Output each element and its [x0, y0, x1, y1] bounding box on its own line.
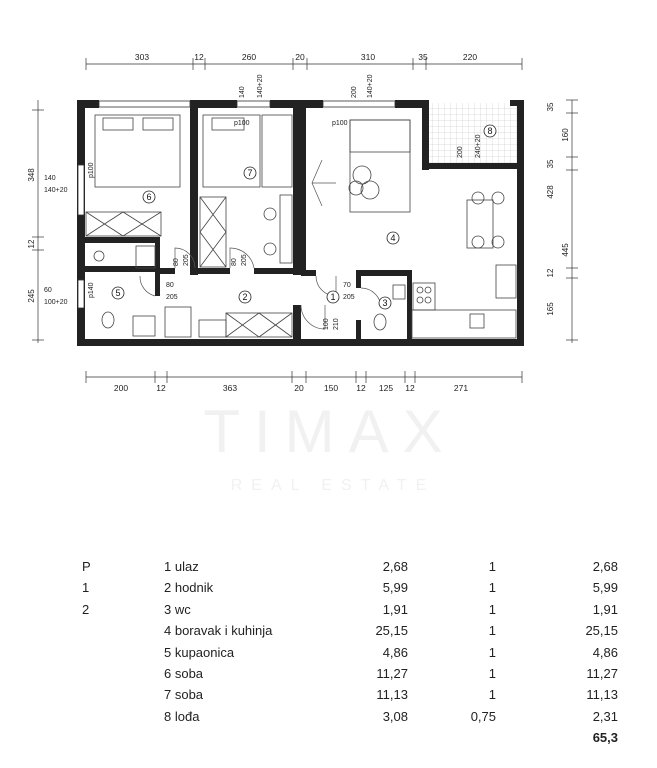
dim-bottom-6: 12 [356, 383, 366, 393]
dim-bottom-8: 12 [405, 383, 415, 393]
total-cell: 25,15 [585, 623, 618, 639]
door-label: 205 [183, 254, 190, 266]
dim-right-5: 445 [561, 243, 570, 257]
dim-top-3: 260 [241, 52, 257, 62]
opening-label: 100+20 [44, 299, 68, 306]
area-table [82, 556, 618, 749]
coefficient-cell: 0,75 [470, 708, 496, 724]
dim-left-2: 12 [27, 239, 36, 249]
dim-bottom-9: 271 [453, 383, 469, 393]
opening-label: p100 [234, 120, 250, 127]
room-name-cell: 2 hodnik [164, 580, 214, 596]
coefficient-cell: 1 [488, 580, 496, 596]
kitchen-counter [412, 310, 516, 338]
watermark [203, 398, 456, 494]
area-cell: 11,27 [376, 665, 408, 681]
table-row [82, 642, 618, 663]
dim-right-2: 160 [561, 128, 570, 142]
dim-right-4: 428 [546, 185, 555, 199]
table-row [82, 599, 618, 620]
door-label: 210 [333, 318, 340, 330]
dim-bottom-2: 12 [156, 383, 166, 393]
area-cell: 3,08 [382, 708, 408, 724]
bath-sink [133, 316, 155, 336]
room-number-6: 6 [146, 192, 152, 202]
door-label: 80 [166, 282, 174, 289]
dim-bottom-4: 20 [294, 383, 304, 393]
watermark-brand: TIMAX [203, 398, 457, 465]
door-label: 205 [343, 294, 355, 301]
dim-right-3: 35 [546, 159, 555, 169]
dim-top-1: 303 [134, 52, 150, 62]
wardrobe-room6 [86, 212, 161, 236]
dim-right-1: 35 [546, 102, 555, 112]
opening-label: 140 [44, 175, 56, 182]
area-cell: 25,15 [375, 623, 408, 639]
coefficient-cell: 1 [488, 601, 496, 617]
dim-top-4: 20 [295, 52, 305, 62]
dining-table [467, 200, 493, 248]
table-row [82, 577, 618, 598]
door-label: 205 [166, 294, 178, 301]
table-row [82, 620, 618, 641]
door-label: 100 [323, 318, 330, 330]
room-number-3: 3 [382, 298, 388, 308]
dim-bottom-5: 150 [323, 383, 339, 393]
area-cell: 1,91 [382, 601, 408, 617]
opening-label: p100 [332, 120, 348, 127]
coefficient-cell: 1 [488, 665, 496, 681]
room-number-2: 2 [242, 292, 248, 302]
bed-double [95, 115, 180, 187]
coefficient-cell: 1 [488, 687, 496, 703]
windows [78, 101, 395, 308]
opening-label: p100 [88, 162, 95, 178]
opening-label: 140 [239, 86, 246, 98]
room-number-7: 7 [247, 168, 253, 178]
opening-label: 200 [457, 146, 464, 158]
room-name-cell: 5 kupaonica [164, 644, 235, 660]
table-row [82, 556, 618, 577]
total-cell: 2,68 [592, 559, 618, 574]
opening-label: 140+20 [367, 74, 374, 98]
door-label: 205 [241, 254, 248, 266]
total-row [82, 727, 618, 748]
dim-top-2: 12 [194, 52, 204, 62]
opening-label: 240+20 [475, 134, 482, 158]
opening-label: 60 [44, 287, 52, 294]
level-cell: 1 [82, 580, 90, 596]
area-cell: 2,68 [382, 559, 408, 574]
door-label: 80 [231, 258, 238, 266]
room-number-4: 4 [390, 233, 396, 243]
dim-top-7: 220 [462, 52, 478, 62]
total-cell: 5,99 [592, 580, 618, 596]
coefficient-cell: 1 [488, 559, 496, 574]
area-cell: 11,13 [376, 687, 408, 703]
area-cell: 4,86 [382, 644, 408, 660]
washer [165, 307, 191, 337]
shower [136, 246, 155, 268]
table-row [82, 684, 618, 705]
room-name-cell: 4 boravak i kuhinja [164, 623, 273, 639]
fridge-counter [496, 265, 516, 298]
desk [280, 195, 292, 263]
loggia-floor [429, 103, 519, 165]
room-name-cell: 8 lođa [164, 708, 200, 724]
dim-top-6: 35 [418, 52, 428, 62]
bed-single-2 [262, 115, 292, 187]
area-cell: 5,99 [382, 580, 408, 596]
dim-bottom-1: 200 [113, 383, 129, 393]
wardrobe-room7 [200, 197, 226, 267]
room-name-cell: 6 soba [164, 665, 204, 681]
total-area: 65,3 [592, 730, 618, 746]
table-row [82, 663, 618, 684]
room-number-1: 1 [330, 292, 336, 302]
dim-right-7: 165 [546, 302, 555, 316]
coefficient-cell: 1 [488, 623, 496, 639]
dim-bottom-3: 363 [222, 383, 238, 393]
door-swings [140, 160, 381, 329]
dim-bottom-7: 125 [378, 383, 394, 393]
opening-label: 140+20 [257, 74, 264, 98]
room-number-8: 8 [487, 126, 493, 136]
dim-right-6: 12 [546, 268, 555, 278]
coefficient-cell: 1 [488, 644, 496, 660]
total-cell: 11,13 [586, 687, 618, 703]
dim-left-3: 245 [27, 289, 36, 303]
level-cell: P [82, 559, 91, 574]
room-name-cell: 7 soba [164, 687, 204, 703]
total-cell: 11,27 [586, 665, 618, 681]
opening-labels [44, 74, 482, 330]
table-row [82, 706, 618, 727]
total-cell: 2,31 [592, 708, 618, 724]
opening-label: p140 [88, 282, 95, 298]
door-label: 70 [343, 282, 351, 289]
level-cell: 2 [82, 601, 90, 617]
room-number-5: 5 [115, 288, 121, 298]
watermark-tagline: REAL ESTATE [230, 477, 436, 494]
room-name-cell: 1 ulaz [164, 559, 199, 574]
opening-label: 200 [351, 86, 358, 98]
total-cell: 1,91 [592, 601, 618, 617]
dim-left-1: 348 [27, 168, 36, 182]
total-cell: 4,86 [592, 644, 618, 660]
sofa [350, 120, 410, 212]
dim-top-5: 310 [360, 52, 376, 62]
room-name-cell: 3 wc [164, 601, 191, 617]
hall-wardrobe [226, 313, 292, 337]
opening-label: 140+20 [44, 187, 68, 194]
door-label: 80 [173, 258, 180, 266]
